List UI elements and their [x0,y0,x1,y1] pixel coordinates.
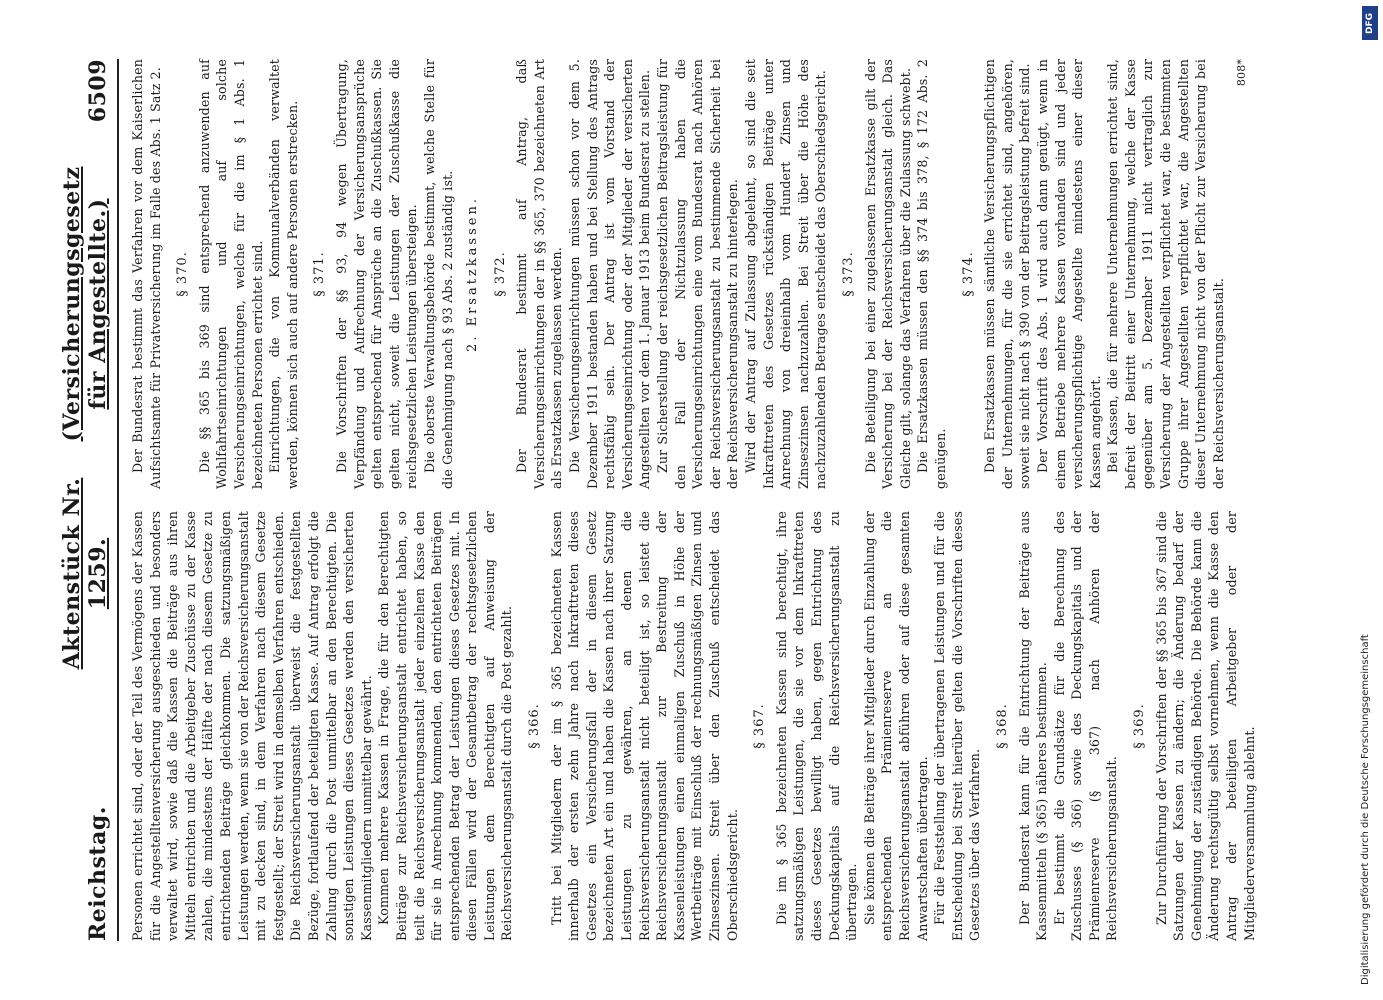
paragraph: Personen errichtet sind, oder der Teil des Vermögens der Kassen für die Angestelltenversicherung ausgeschieden und besonders verwaltet wird, sowie daß die Kassen die Beiträge aus ihren Mitteln entrichten und die Arbeitgeber Zuschüsse zu der Kasse zahlen, die mindestens der Hälfte der nach diesem Gesetze zu entrichtenden Beiträge gleichkommen. Die satzungsmäßigen Leistungen werden, wenn sie von der Reichsversicherungsanstalt mit zu decken sind, in dem Verfahren nach diesem Gesetze festgestellt; der Streit wird in demselben Verfahren entschieden. Die Reichsversicherungsanstalt überweist die festgestellten Bezüge, fortlaufend der beteiligten Kasse. Auf Antrag erfolgt die Zahlung durch die Post unmittelbar an den Berechtigten. Die sonstigen Leistungen dieses Gesetzes werden den versicherten Kassenmitgliedern unmittelbar gewährt. [130,511,374,941]
paragraph: Der Bundesrat bestimmt das Verfahren vor dem Kaiserlichen Aufsichtsamte für Privatversicherung im Falle des Abs. 1 Satz 2. [130,59,163,489]
section-heading: § 374. [960,251,976,297]
paragraph: Einrichtungen, die von Kommunalverbänden verwaltet werden, können sich auch auf andere Personen erstrecken. [267,59,300,489]
paragraph: Die Ersatzkassen müssen den §§ 374 bis 378, § 172 Abs. 2 genügen. [915,59,948,489]
document-page [41,35,1341,965]
paragraph: Er bestimmt die Grundsätze für die Berechnung des Zuschusses (§ 366) sowie des Deckungskapitals und der Prämienreserve (§ 367) nach Anhören der Reichsversicherungsanstalt. [1051,511,1120,941]
paragraph: Die oberste Verwaltungsbehörde bestimmt, welche Stelle für die Genehmigung nach § 93 Abs. 2 zuständig ist. [421,59,455,489]
paragraph: Sie können die Beiträge ihrer Mitglieder durch Einzahlung der entsprechenden Prämienreserve an die Reichsversicherungsanstalt abführen oder auf diese gesamten Anwartschaften übertragen. [861,511,930,941]
section-heading: § 366. [527,703,543,749]
paragraph: Bei Kassen, die für mehrere Unternehmungen errichtet sind, befreit der Beitritt einer Unternehmung, welche der Kasse gegenüber am 5. Dezember 1911 nicht vertraglich zur Versicherung der Angestellten verpflichtet war, die bestimmten Gruppe ihrer Angestellten verpflichtet war, die Angestellten dieser Unternehmung nicht von der Pflicht zur Versicherung bei der Reichsversicherungsanstalt. [1105,59,1226,489]
section-heading: § 371. [312,251,328,297]
paragraph: Der Vorschrift des Abs. 1 wird auch dann genügt, wenn in einem Betriebe mehrere Kassen vorhanden sind und jeder versicherungspflichtige Angestellte mindestens einer dieser Kassen angehört. [1034,59,1103,489]
section-heading: § 369. [1132,703,1148,749]
paragraph: Die Vorschriften der §§ 93, 94 wegen Übertragung, Verpfändung und Aufrechnung der Versicherungsansprüche gelten entsprechend für Ansprüche an die Zuschußkassen. Sie gelten nicht, soweit die Leistungen der Zuschußkasse die reichsgesetzlichen Leistungen übersteigen. [333,59,420,489]
section-heading: § 367. [752,703,768,749]
paragraph: Der Bundesrat kann für die Entrichtung der Beiträge aus Kassenmitteln (§ 365) näheres bestimmen. [1016,511,1050,941]
left-column [129,511,1329,941]
paragraph: Kommen mehrere Kassen in Frage, die für den Berechtigten Beiträge zur Reichsversicherungsanstalt entrichtet haben, so teilt die Reichsversicherungsanstalt jeder einzelnen Kasse den für sie in Anrechnung kommenden, den entrichteten Beiträgen entsprechenden Betrag der Leistungen dieses Gesetzes mit. In diesen Fällen wird der Gesamtbetrag der rechtsgesetzlichen Leistungen dem Berechtigten auf Anweisung der Reichsversicherungsanstalt durch die Post gezahlt. [376,511,515,941]
dfg-logo: DFG [1362,6,1378,40]
paragraph: Die im § 365 bezeichneten Kassen sind berechtigt, ihre satzungsmäßigen Leistungen, die sie vor dem Inkrafttreten dieses Gesetzes bewilligt haben, gegen Entrichtung des Deckungskapitals auf die Reichsversicherungsanstalt zu übertragen. [773,511,860,941]
section-heading: § 368. [994,703,1010,749]
paragraph: Zur Sicherstellung der reichsgesetzlichen Beitragsleistung für den Fall der Nichtzulassung haben die Versicherungseinrichtungen eine vom Bundesrat nach Anhören der Reichsversicherungsanstalt zu bestimmende Sicherheit bei der Reichsversicherungsanstalt zu hinterlegen. [655,59,741,489]
paragraph: Den Ersatzkassen müssen sämtliche Versicherungspflichtigen der Unternehmungen, für die sie errichtet sind, angehören, soweit sie nicht nach § 390 von der Beitragsleistung befreit sind. [982,59,1033,489]
digitization-note: Digitalisierung gefördert durch die Deutsche Forschungsgemeinschaft [1360,634,1371,985]
paragraph: Die Beteiligung bei einer zugelassenen Ersatzkasse gilt der Versicherung bei der Reichsversicherungsanstalt gleich. Das Gleiche gilt, solange das Verfahren über die Zulassung schwebt. [862,59,913,489]
header-document-number: Aktenstück Nr. 1259. [59,477,111,670]
subsection-heading: 2. Ersatzkassen. [465,196,481,352]
header-page-number: 6509 [85,59,111,123]
section-heading: § 373. [840,251,856,297]
paragraph: Der Bundesrat bestimmt auf Antrag, daß Versicherungseinrichtungen der in §§ 365, 370 bezeichneten Art als Ersatzkassen zugelassen werden. [514,59,565,489]
paragraph: Zur Durchführung der Vorschriften der §§ 365 bis 367 sind die Satzungen der Kassen zu ändern; die Änderung bedarf der Genehmigung der zuständigen Behörde. Die Behörde kann die Änderung rechtsgültig selbst vornehmen, wenn die Kasse den Antrag der beteiligten Arbeitgeber oder der Mitgliederversammlung ablehnt. [1153,511,1257,941]
paragraph: Die §§ 365 bis 369 sind entsprechend anzuwenden auf Wohlfahrtseinrichtungen und auf solche Versicherungseinrichtungen, welche für die im § 1 Abs. 1 bezeichneten Personen errichtet sind. [196,59,265,489]
page-header [59,59,119,941]
text-columns [129,59,1329,941]
paragraph: Die Versicherungseinrichtungen müssen schon vor dem 5. Dezember 1911 bestanden haben und bei Stellung des Antrags rechtsfähig sein. Der Antrag ist vom Vorstand der Versicherungseinrichtung oder der Mitglieder der versicherten Angestellten vor dem 1. Januar 1913 beim Bundesrat zu stellen. [567,59,653,489]
paragraph: Wird der Antrag auf Zulassung abgelehnt, so sind die seit Inkrafttreten des Gesetzes rückständigen Beiträge unter Anrechnung von dreieinhalb vom Hundert Zinsen und Zinseszinsen nachzuzahlen. Bei Streit über die Höhe des nachzuzahlenden Betrages entscheidet das Oberschiedsgericht. [743,59,829,489]
paragraph: Für die Feststellung der übertragenen Leistungen und für die Entscheidung bei Streit hierüber gelten die Vorschriften dieses Gesetzes über das Verfahren. [932,511,983,941]
sheet-number: 808* [1235,59,1249,87]
header-title: (Versicherungsgesetz für Angestellte.) [59,166,111,442]
section-heading: § 372. [492,251,508,297]
paragraph: Tritt bei Mitgliedern der im § 365 bezeichneten Kassen innerhalb der ersten zehn Jahre nach Inkrafttreten dieses Gesetzes ein Versicherungsfall der in diesem Gesetz bezeichneten Art ein und haben die Kassen nach ihrer Satzung Leistungen zu gewähren, an denen die Reichsversicherungsanstalt nicht beteiligt ist, so leistet die Reichsversicherungsanstalt zur Bestreitung der Kassenleistungen einen einmaligen Zuschuß in Höhe der Wertbeiträge mit Einschluß der rechnungsmäßigen Zinsen und Zinseszinsen. Streit über den Zuschuß entscheidet das Oberschiedsgericht. [548,511,740,941]
section-heading: § 370. [175,251,191,297]
right-column [129,59,1329,489]
header-left: Reichstag. [85,806,111,941]
